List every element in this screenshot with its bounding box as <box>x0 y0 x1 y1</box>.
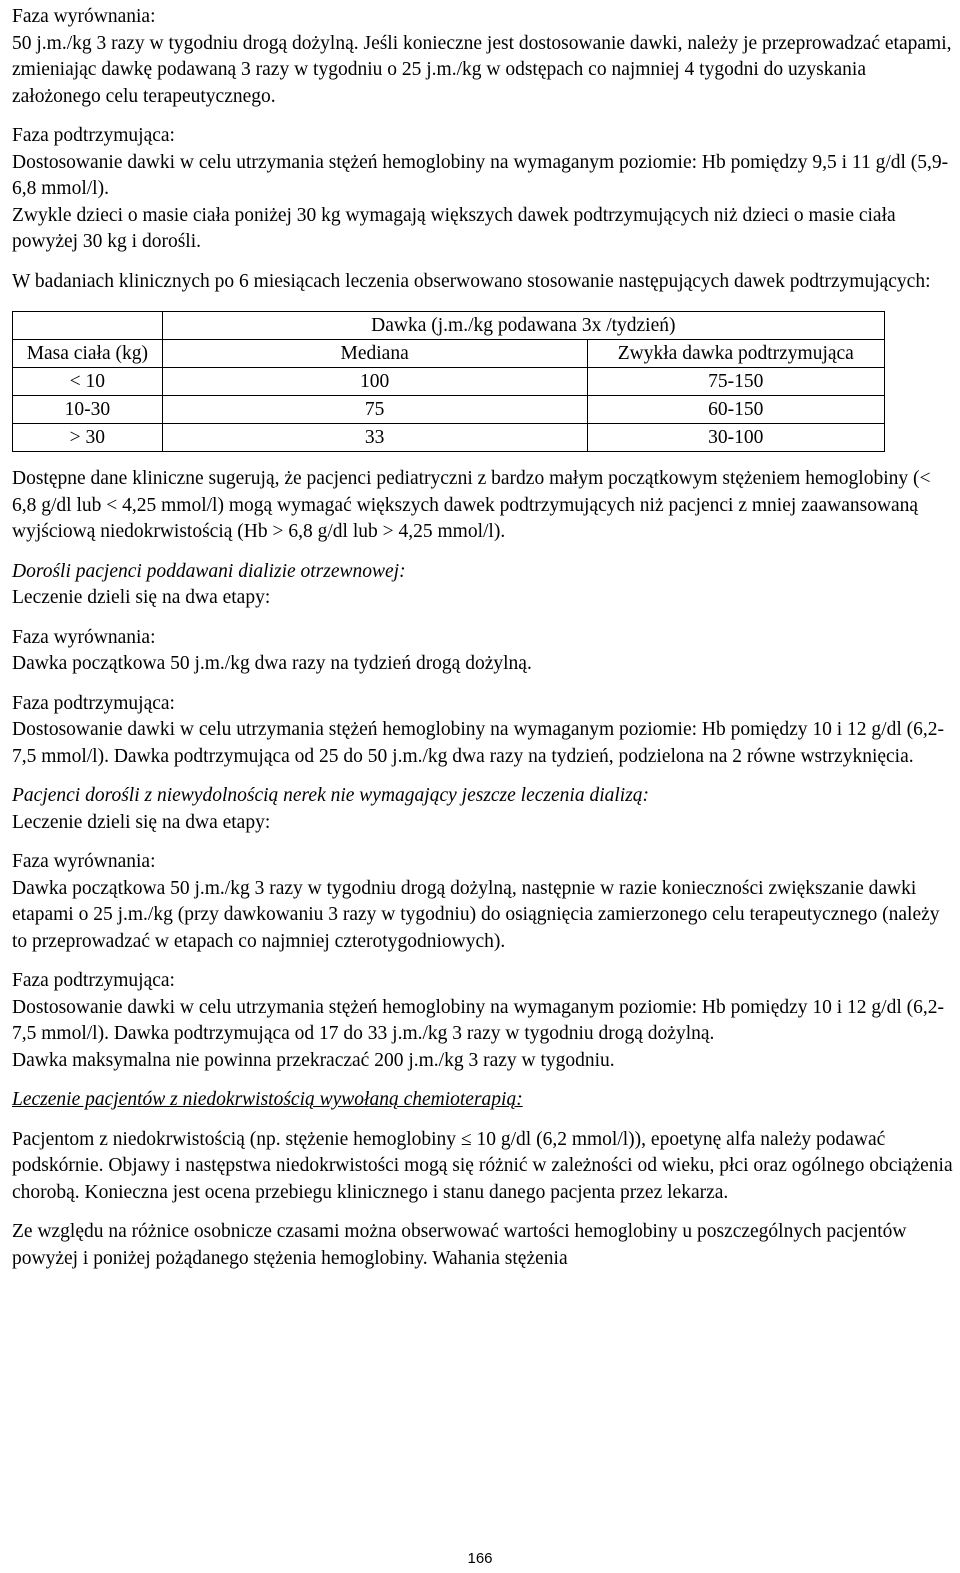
table-header-usual: Zwykła dawka podtrzymująca <box>587 340 884 368</box>
paragraph: Ze względu na różnice osobnicze czasami można obserwować wartości hemoglobiny u poszczególnych pacjentów powyżej i poniżej pożądanego stężenia hemoglobiny. Wahania stężenia <box>12 1221 907 1269</box>
phase-label: Faza podtrzymująca: <box>12 692 175 714</box>
paragraph: Dawka początkowa 50 j.m./kg dwa razy na tydzień drogą dożylną. <box>12 653 532 674</box>
page-number: 166 <box>467 1550 493 1567</box>
document-page <box>12 4 958 1272</box>
paragraph: Dostępne dane kliniczne sugerują, że pacjenci pediatryczni z bardzo małym początkowym stężeniem hemoglobiny (< 6,8 g/dl lub < 4,25 mmol/l) mogą wymagać większych dawek podtrzymujących niż pacjenci z mniej zaawansowaną wyjściową niedokrwistością (Hb > 6,8 g/dl lub > 4,25 mmol/l). <box>12 468 931 542</box>
table-cell: 60-150 <box>587 396 884 424</box>
phase-label: Faza podtrzymująca: <box>12 125 175 146</box>
table-cell: < 10 <box>13 368 163 396</box>
table-header-mass: Masa ciała (kg) <box>13 340 163 368</box>
phase-label: Faza wyrównania: <box>12 851 156 872</box>
table-cell: 75 <box>162 396 587 424</box>
table-cell: 33 <box>162 424 587 452</box>
table-row <box>13 368 885 396</box>
paragraph: Leczenie dzieli się na dwa etapy: <box>12 811 271 833</box>
dose-table <box>12 311 885 452</box>
paragraph: Dawka początkowa 50 j.m./kg 3 razy w tygodniu drogą dożylną, następnie w razie konieczności zwiększanie dawki etapami o 25 j.m./kg (przy dawkowaniu 3 razy w tygodniu) do osiągnięcia zamierzonego celu terapeutycznego (należy to przeprowadzać w etapach co najmniej czterotygodniowych). <box>12 877 940 952</box>
table-header-median: Mediana <box>162 340 587 368</box>
table-group-header: Dawka (j.m./kg podawana 3x /tydzień) <box>162 312 884 340</box>
table-header-row <box>13 340 885 368</box>
table-empty-cell <box>13 312 163 340</box>
paragraph: Dawka maksymalna nie powinna przekraczać 200 j.m./kg 3 razy w tygodniu. <box>12 1049 615 1071</box>
phase-label: Faza wyrównania: <box>12 626 156 648</box>
paragraph: W badaniach klinicznych po 6 miesiącach leczenia obserwowano stosowanie następujących dawek podtrzymujących: <box>12 270 931 292</box>
phase-label: Faza wyrównania: <box>12 6 156 27</box>
table-group-header-row <box>13 312 885 340</box>
paragraph: Zwykle dzieci o masie ciała poniżej 30 kg wymagają większych dawek podtrzymujących niż dzieci o masie ciała powyżej 30 kg i dorośli. <box>12 204 896 252</box>
paragraph: 50 j.m./kg 3 razy w tygodniu drogą dożylną. Jeśli konieczne jest dostosowanie dawki, należy je przeprowadzać etapami, zmieniając dawkę podawaną 3 razy w tygodniu o 25 j.m./kg w odstępach co najmniej 4 tygodni do uzyskania założonego celu terapeutycznego. <box>12 32 952 107</box>
table-row <box>13 396 885 424</box>
table-cell: 75-150 <box>587 368 884 396</box>
paragraph: Pacjentom z niedokrwistością (np. stężenie hemoglobiny ≤ 10 g/dl (6,2 mmol/l)), epoetynę alfa należy podawać podskórnie. Objawy i następstwa niedokrwistości mogą się różnić w zależności od wieku, płci oraz ogólnego obciążenia chorobą. Konieczna jest ocena przebiegu klinicznego i stanu danego pacjenta przez lekarza. <box>12 1128 953 1203</box>
section-heading: Leczenie pacjentów z niedokrwistością wywołaną chemioterapią: <box>12 1089 523 1110</box>
paragraph: Dostosowanie dawki w celu utrzymania stężeń hemoglobiny na wymaganym poziomie: Hb pomiędzy 10 i 12 g/dl (6,2-7,5 mmol/l). Dawka podtrzymująca od 25 do 50 j.m./kg dwa razy na tydzień, podzielona na 2 równe wstrzyknięcia. <box>12 719 945 767</box>
table-row <box>13 424 885 452</box>
paragraph: Dostosowanie dawki w celu utrzymania stężeń hemoglobiny na wymaganym poziomie: Hb pomiędzy 9,5 i 11 g/dl (5,9-6,8 mmol/l). <box>12 151 949 199</box>
table-cell: 30-100 <box>587 424 884 452</box>
table-cell: 100 <box>162 368 587 396</box>
section-heading: Dorośli pacjenci poddawani dializie otrzewnowej: <box>12 560 406 582</box>
table-cell: > 30 <box>13 424 163 452</box>
section-heading: Pacjenci dorośli z niewydolnością nerek nie wymagający jeszcze leczenia dializą: <box>12 785 650 806</box>
phase-label: Faza podtrzymująca: <box>12 970 175 991</box>
table-cell: 10-30 <box>13 396 163 424</box>
paragraph: Leczenie dzieli się na dwa etapy: <box>12 587 271 608</box>
paragraph: Dostosowanie dawki w celu utrzymania stężeń hemoglobiny na wymaganym poziomie: Hb pomiędzy 10 i 12 g/dl (6,2-7,5 mmol/l). Dawka podtrzymująca od 17 do 33 j.m./kg 3 razy w tygodniu drogą dożylną. <box>12 996 945 1044</box>
